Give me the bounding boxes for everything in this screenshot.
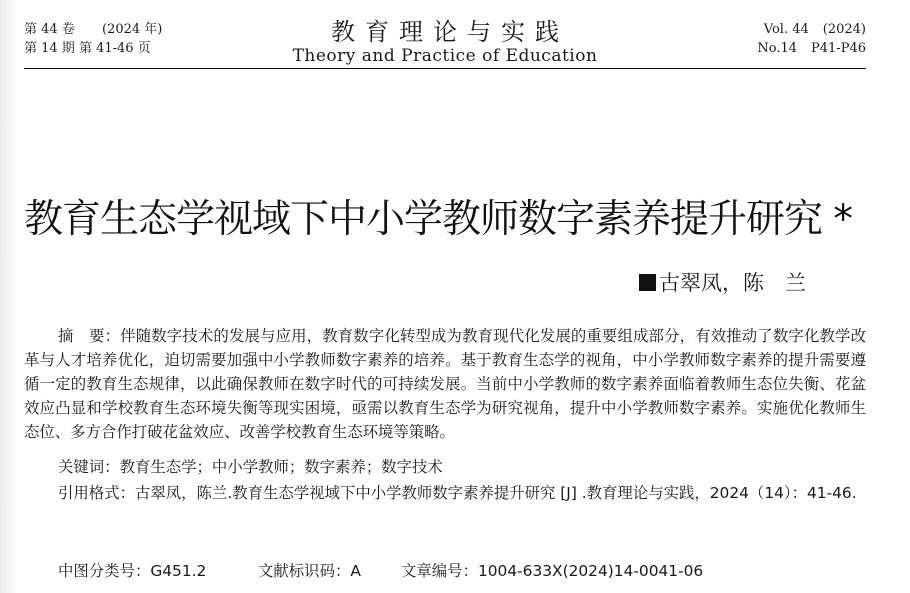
pages-cn: 第 41-46 页 [78,41,151,56]
citation-text: 古翠凤，陈兰.教育生态学视域下中小学教师数字素养提升研究 [J] .教育理论与实践，2024（14）：41-46. [134,484,857,502]
article-title: 教育生态学视域下中小学教师数字素养提升研究 * [24,197,852,242]
author-marker-icon [639,274,656,291]
article-authors [639,268,806,298]
document-code: 文献标识码：A [258,562,361,580]
volume-en: Vol. 44 [763,22,809,37]
issue-cn: 第 14 期 [24,41,75,56]
header-right [757,20,866,58]
keywords-text: 教育生态学；中小学教师；数字素养；数字技术 [119,458,443,476]
classification-line [58,559,703,583]
abstract [24,324,866,444]
year-cn: (2024 年) [102,22,163,37]
journal-header [24,20,866,69]
keywords [24,455,866,479]
page-edge-shadow [0,0,18,593]
keywords-label: 关键词： [58,458,120,476]
abstract-text: 伴随数字技术的发展与应用，教育数字化转型成为教育现代化发展的重要组成部分，有效推动了数字化教学改革与人才培养优化，迫切需要加强中小学教师数字素养的培养。基于教育生态学的视角，中小学教师数字素养的提升需要遵循一定的教育生态规律，以此确保教师在数字时代的可持续发展。当前中小学教师的数字素养面临着教师生态位失衡、花盆效应凸显和学校教育生态环境失衡等现实困境，亟需以教育生态学为研究视角，提升中小学教师数字素养。实施优化教师生态位、多方合作打破花盆效应、改善学校教育生态环境等策略。 [24,327,866,441]
year-en: (2024) [822,22,866,37]
pages-en: P41-P46 [811,41,866,56]
clc-number: 中图分类号：G451.2 [58,562,207,580]
article-number: 文章编号：1004-633X(2024)14-0041-06 [401,562,704,580]
issue-en: No.14 [757,41,798,56]
volume-cn: 第 44 卷 [24,22,75,37]
abstract-label: 摘 要： [58,327,121,345]
citation [24,481,866,505]
author-names: 古翠凤，陈 兰 [659,271,806,295]
journal-name-cn: 教育理论与实践 [331,18,569,46]
journal-name-en: Theory and Practice of Education [292,46,598,66]
citation-label: 引用格式： [58,484,135,502]
journal-name [24,18,866,66]
